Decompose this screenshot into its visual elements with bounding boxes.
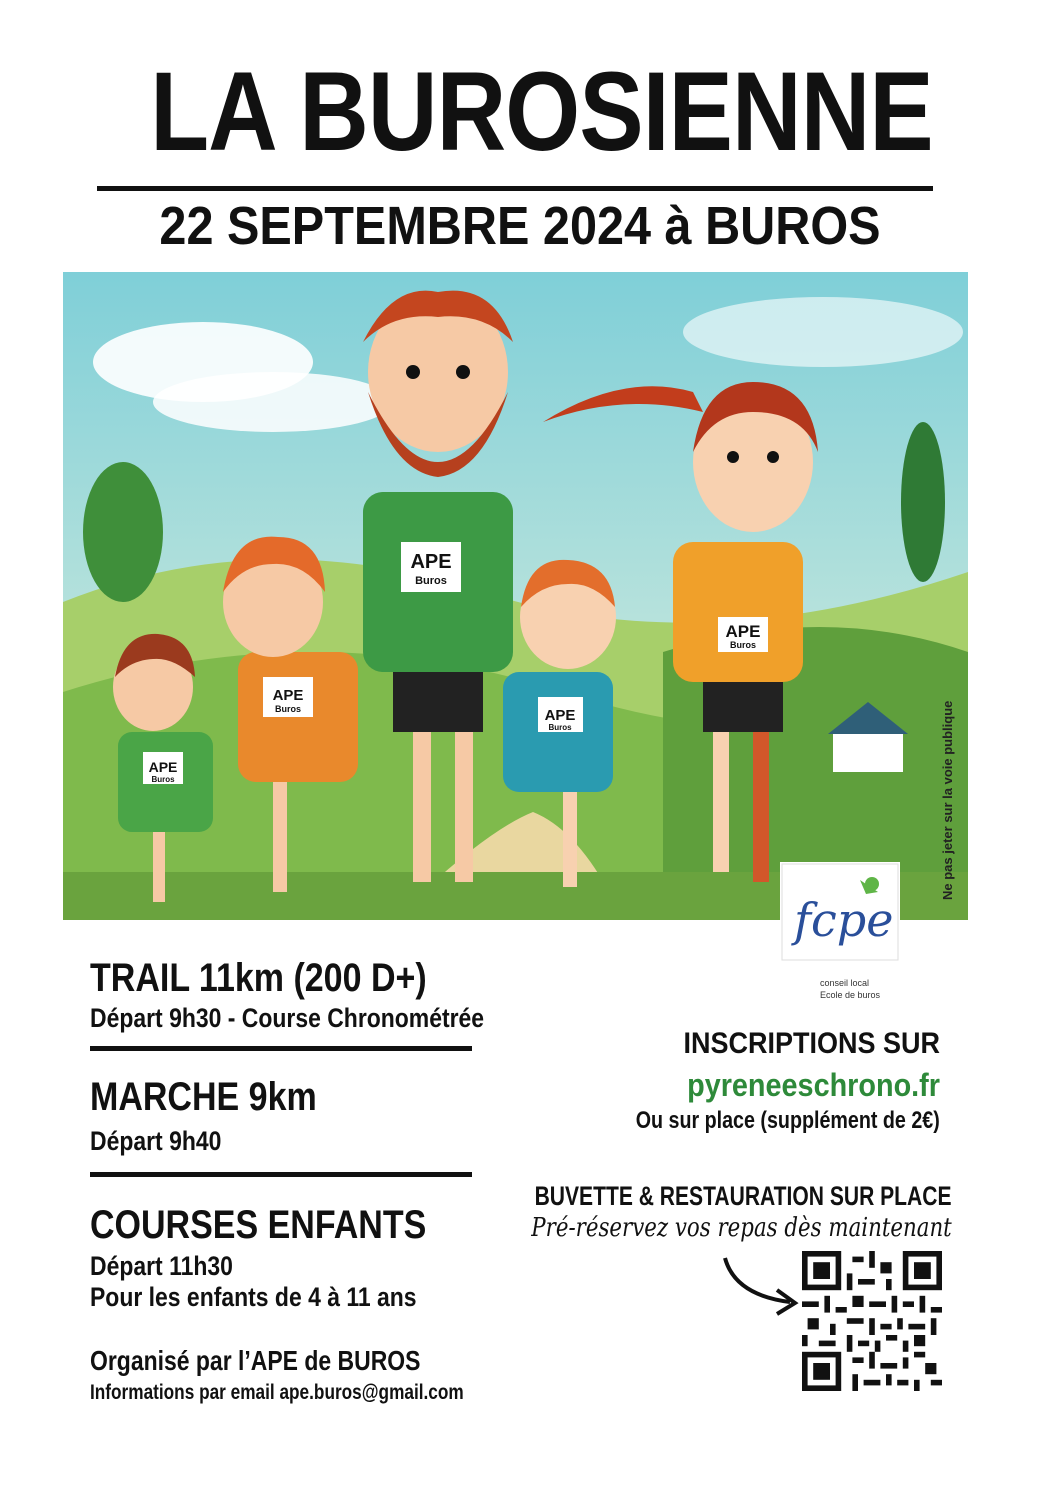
event-walk-info: Départ 9h40 — [90, 1126, 222, 1156]
organizer-contact: Informations par email ape.buros@gmail.com — [90, 1381, 464, 1404]
fcpe-line-1: conseil local — [820, 978, 870, 988]
runners-illustration — [63, 272, 968, 920]
fcpe-line-2: Ecole de buros — [820, 990, 881, 1000]
bib-sublabel-girl: Buros — [548, 723, 572, 732]
fcpe-logo-text: fcpe — [794, 893, 894, 947]
event-walk-title: MARCHE 9km — [90, 1075, 317, 1119]
buvette-note: Pré-réservez vos repas dès maintenant — [531, 1213, 952, 1243]
event-trail-info: Départ 9h30 - Course Chronométrée — [90, 1003, 485, 1033]
event-divider — [90, 1172, 472, 1177]
bib-sublabel-small-boy: Buros — [151, 775, 175, 784]
event-kids-info-1: Départ 11h30 — [90, 1251, 233, 1281]
bib-label-boy: APE — [272, 687, 304, 704]
arrow-icon — [715, 1250, 805, 1320]
bib-label-dad: APE — [410, 551, 452, 573]
registration-title: INSCRIPTIONS SUR — [683, 1027, 940, 1060]
organizer-title: Organisé par l’APE de BUROS — [90, 1345, 421, 1376]
title-divider — [97, 186, 933, 191]
qr-code[interactable] — [802, 1251, 942, 1391]
event-trail-title: TRAIL 11km (200 D+) — [90, 956, 427, 1000]
event-kids-title: COURSES ENFANTS — [90, 1203, 427, 1247]
bib-label-small-boy: APE — [148, 759, 178, 775]
bib-sublabel-woman: Buros — [729, 640, 757, 650]
registration-website-link[interactable]: pyreneeschrono.fr — [687, 1067, 940, 1103]
event-date: 22 SEPTEMBRE 2024 à BUROS — [159, 196, 881, 256]
bib-sublabel-boy: Buros — [274, 704, 302, 714]
bib-sublabel-dad: Buros — [415, 575, 447, 587]
poster-title: LA BUROSIENNE — [150, 49, 933, 174]
bib-label-woman: APE — [725, 622, 761, 641]
litter-note — [930, 640, 970, 910]
buvette-title: BUVETTE & RESTAURATION SUR PLACE — [535, 1181, 952, 1211]
bib-label-girl: APE — [544, 707, 576, 724]
registration-note: Ou sur place (supplément de 2€) — [635, 1107, 940, 1134]
litter-note-text: Ne pas jeter sur la voie publique — [940, 700, 955, 900]
event-kids-info-2: Pour les enfants de 4 à 11 ans — [90, 1282, 417, 1312]
event-divider — [90, 1046, 472, 1051]
fcpe-logo — [780, 862, 900, 1002]
